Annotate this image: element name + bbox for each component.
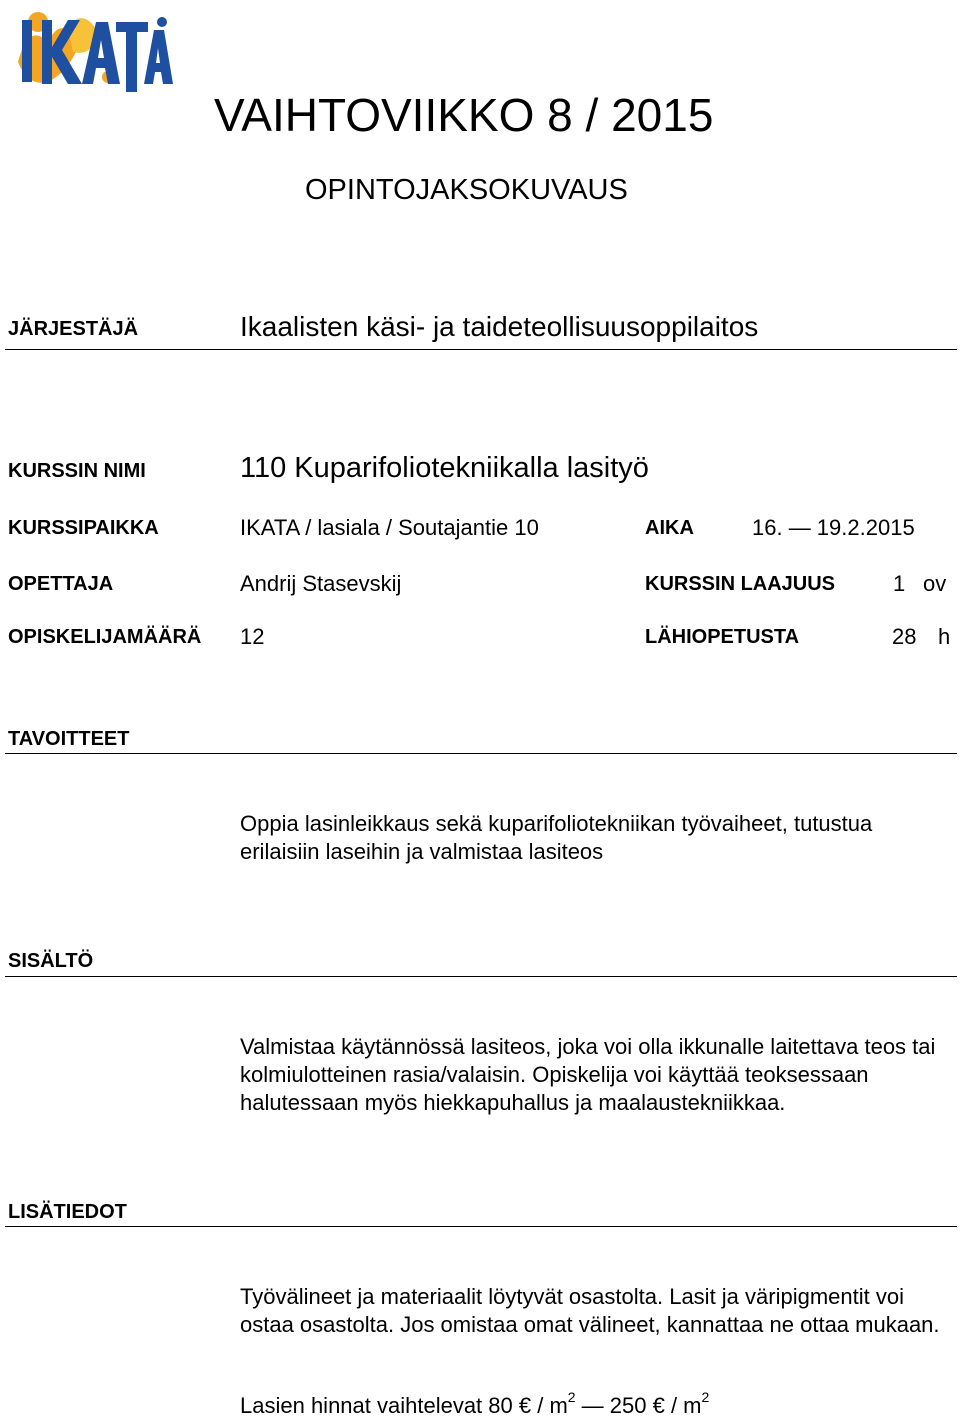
- course-time-value: 16. — 19.2.2015: [752, 515, 915, 540]
- course-place-value: IKATA / lasiala / Soutajantie 10: [240, 515, 539, 540]
- course-name-label: KURSSIN NIMI: [8, 460, 146, 482]
- info-text: Työvälineet ja materiaalit löytyvät osastolta. Lasit ja väripigmentit voi ostaa osastolta. Jos omistaa omat välineet, kannattaa ne ottaa mukaan.: [240, 1284, 940, 1337]
- goals-heading: TAVOITTEET: [8, 728, 130, 750]
- price-exponent: 2: [567, 1389, 576, 1405]
- page-subtitle: OPINTOJAKSOKUVAUS: [305, 174, 628, 206]
- price-prefix: Lasien hinnat vaihtelevat 80 € / m: [240, 1393, 568, 1418]
- ikata-logo: [8, 2, 173, 100]
- scope-label: KURSSIN LAAJUUS: [645, 573, 836, 595]
- content-heading: SISÄLTÖ: [8, 950, 94, 972]
- students-label: OPISKELIJAMÄÄRÄ: [8, 626, 202, 648]
- teacher-value: Andrij Stasevskij: [240, 571, 402, 596]
- content-text: Valmistaa käytännössä lasiteos, joka voi olla ikkunalle laitettava teos tai kolmiulotteinen rasia/valaisin. Opiskelija voi käyttää teoksessaan halutessaan myös hiekkapuhallus ja maalaustekniikkaa.: [240, 1034, 936, 1115]
- contact-hours-label: LÄHIOPETUSTA: [645, 626, 800, 648]
- divider: [5, 1226, 957, 1227]
- contact-hours-unit: h: [938, 624, 951, 649]
- divider: [5, 753, 957, 754]
- price-exponent: 2: [701, 1389, 710, 1405]
- price-middle: — 250 € / m: [575, 1393, 702, 1418]
- course-place-label: KURSSIPAIKKA: [8, 517, 159, 539]
- scope-unit: ov: [923, 571, 947, 596]
- price-text: [240, 1389, 710, 1419]
- organizer-label: JÄRJESTÄJÄ: [8, 318, 139, 340]
- info-heading: LISÄTIEDOT: [8, 1201, 127, 1223]
- page-title: VAIHTOVIIKKO 8 / 2015: [214, 89, 714, 141]
- divider: [5, 349, 957, 350]
- teacher-label: OPETTAJA: [8, 573, 114, 595]
- divider: [5, 976, 957, 977]
- students-value: 12: [240, 624, 265, 649]
- course-name-value: 110 Kuparifoliotekniikalla lasityö: [240, 452, 649, 484]
- goals-text: Oppia lasinleikkaus sekä kuparifoliotekniikan työvaiheet, tutustua erilaisiin laseihin ja valmistaa lasiteos: [240, 811, 873, 864]
- contact-hours-value: 28: [892, 624, 917, 649]
- course-time-label: AIKA: [645, 517, 694, 539]
- scope-value: 1: [893, 571, 906, 596]
- organizer-value: Ikaalisten käsi- ja taideteollisuusoppilaitos: [240, 311, 759, 342]
